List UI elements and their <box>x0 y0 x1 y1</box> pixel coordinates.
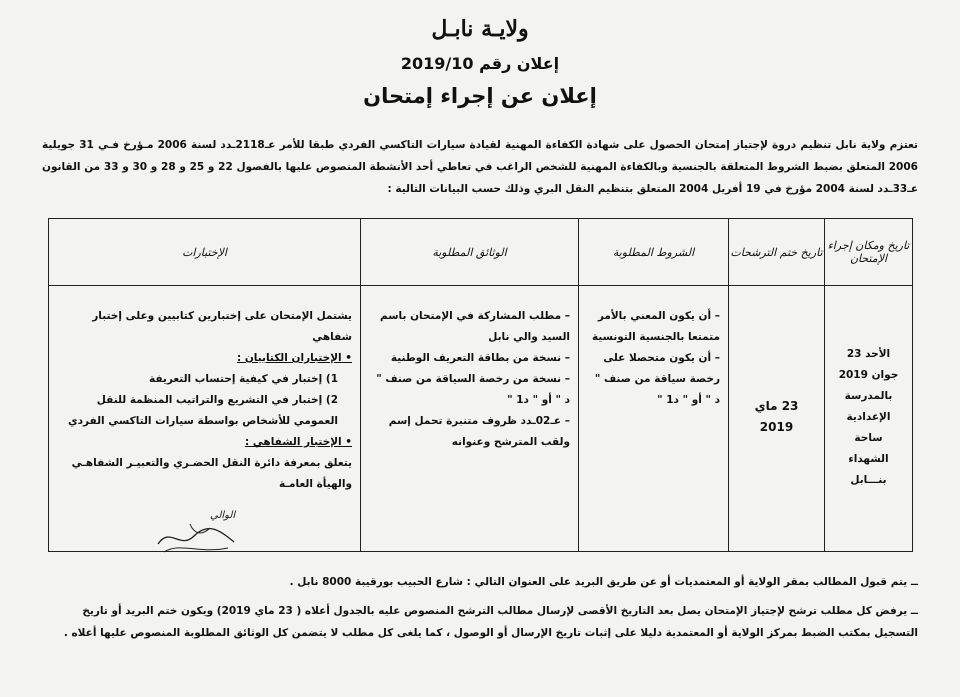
written-test-1: 1) إختبار في كيفية إحتساب التعريفة <box>148 373 338 385</box>
wilaya-heading: ولايـة نابـل <box>431 16 529 42</box>
header-tests: الإختبارات <box>49 219 361 286</box>
header-conditions: الشروط المطلوبة <box>579 219 729 286</box>
governor-signature <box>150 506 240 556</box>
written-test-2: 2) إختبار في التشريع والتراتيب المنظمة للنقل العمومي للأشخاص بواسطة سيارات التاكسي الفردي <box>68 394 338 427</box>
oral-test-text: يتعلق بمعرفة دائرة النقل الحضـري والتعبيـر الشفاهـي والهيأة العامـة <box>71 457 352 490</box>
document-item: – مطلب المشاركة في الإمتحان باسم السيد والي نابل <box>369 306 570 348</box>
announcement-number: إعلان رقم 2019/10 <box>400 54 560 73</box>
document-item: – نسخة من رخصة السياقة من صنف " د " أو " د1 " <box>369 369 570 411</box>
header-documents: الوثائق المطلوبة <box>361 219 579 286</box>
stamp-text: الوالي <box>210 510 236 521</box>
document-item: – نسخة من بطاقة التعريف الوطنية <box>369 348 570 369</box>
oral-test-title: • الإختبار الشفاهي : <box>57 432 352 453</box>
table-header-row <box>49 219 913 286</box>
exam-details-table <box>48 218 913 552</box>
cell-documents <box>361 286 579 552</box>
intro-paragraph: تعتزم ولاية نابل تنظيم دروة لإجتياز إمتحان الحصول على شهادة الكفاءة المهنية لقيادة سيارات التاكسي الفردي طبقا للأمر عـ2118ـدد لسنة 2006 مـؤرخ فـي 31 جويلية 2006 المتعلق بضبط الشروط المتعلقة بالجنسية وبالكفاءة المهنية للشخص الراغب في تعاطي أحد الأنشطة المنصوص عليها بالفصول 22 و 25 و 28 و 30 و 33 من القانون عـ33ـدد لسنة 2004 مؤرخ في 19 أفريل 2004 المتعلق بتنظيم النقل البري وذلك حسب البيانات التالية : <box>42 139 918 195</box>
cell-conditions <box>579 286 729 552</box>
announcement-title: إعلان عن إجراء إمتحان <box>363 84 597 108</box>
tests-intro: يشتمل الإمتحان على إختبارين كتابيين وعلى إختبار شفاهي <box>92 310 352 343</box>
written-tests-title: • الإختباران الكتابيان : <box>57 348 352 369</box>
footer-note-1: ــ يتم قبول المطالب بمقر الولاية أو المعتمديات أو عن طريق البريد على العنوان التالي : شارع الحبيب بورقيبة 8000 نابل . <box>289 576 918 588</box>
cell-deadline: 23 ماي 2019 <box>729 286 825 552</box>
document-item: – عـ02ـدد ظروف متنبرة تحمل إسم ولقب المترشح وعنوانه <box>369 411 570 453</box>
cell-place: الأحد 23 جوان 2019 بالمدرسة الإعدادية ساحة الشهداء بنـــابل <box>825 286 913 552</box>
footer-note-2: ــ يرفض كل مطلب ترشح لإجتياز الإمتحان يصل بعد التاريخ الأقصى لإرسال مطالب الترشح المنصوص عليه بالجدول أعلاه ( 23 ماي 2019) ويكون ختم البريد أو تاريخ التسجيل بمكتب الضبط بمركز الولاية أو المعتمدية دليلا على إثبات تاريخ الإرسال أو الوصول ، كما يلغى كل مطلب لا يتضمن كل الوثائق المطلوبة المنصوص عليها أعلاه . <box>63 605 918 639</box>
condition-item: – أن يكون متحصلا على رخصة سياقة من صنف " د " أو " د1 " <box>587 348 720 411</box>
header-place: تاريخ ومكان إجراء الإمتحان <box>825 219 913 286</box>
condition-item: – أن يكون المعني بالأمر متمتعا بالجنسية التونسية <box>587 306 720 348</box>
header-deadline: تاريخ ختم الترشحات <box>729 219 825 286</box>
